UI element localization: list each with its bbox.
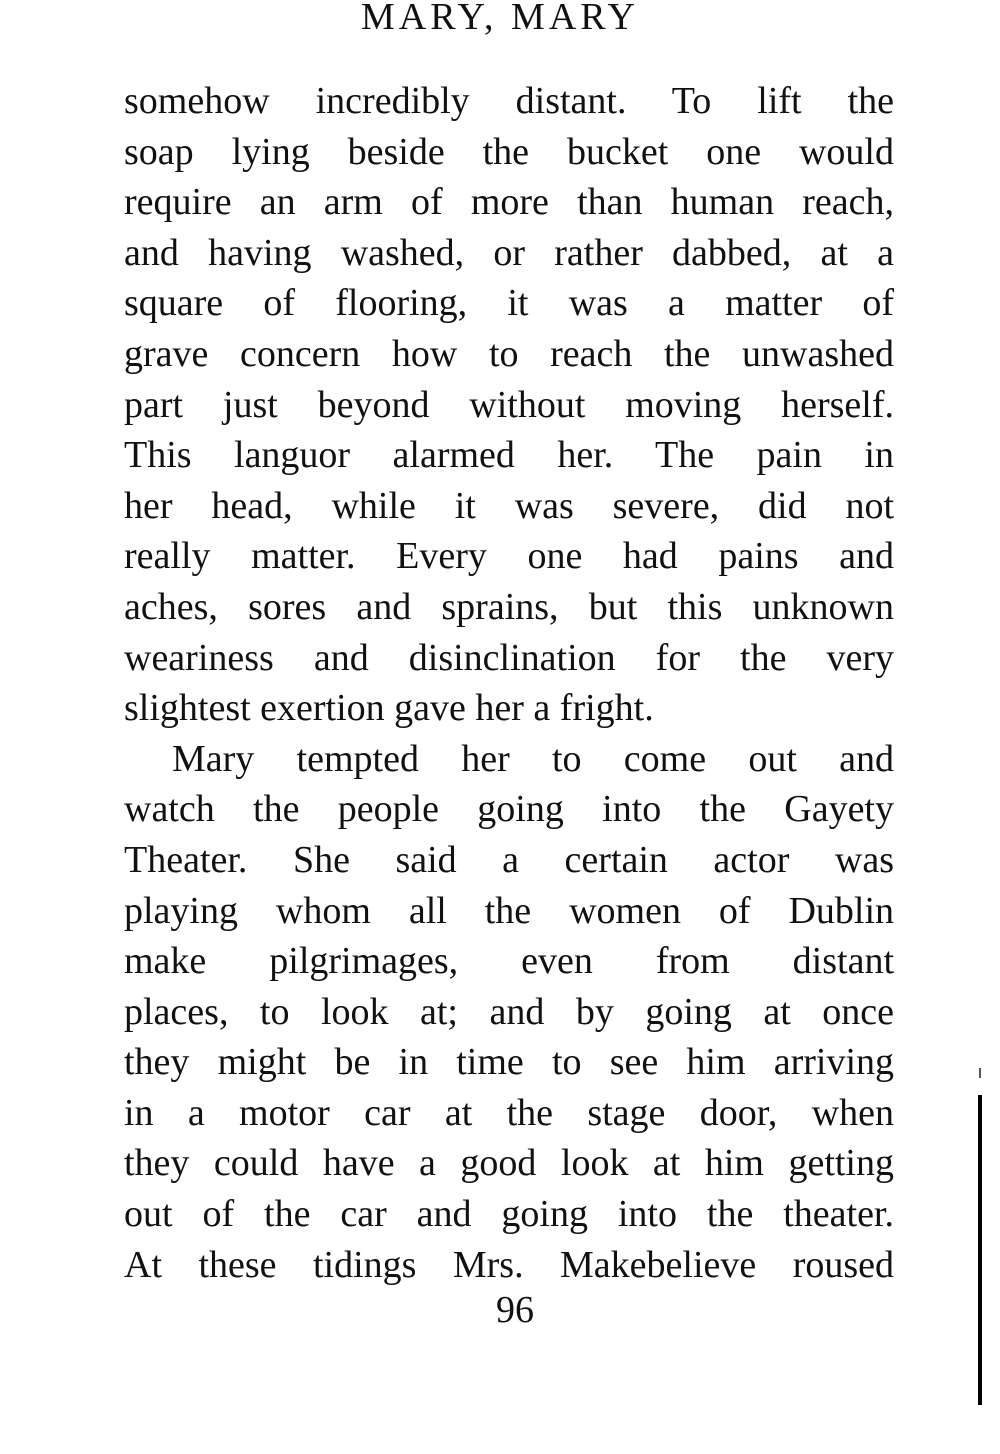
running-head: MARY, MARY	[361, 0, 639, 38]
text-line: playing whom all the women of Dublin	[124, 889, 894, 932]
text-line: watch the people going into the Gayety	[124, 788, 894, 831]
text-line: her head, while it was severe, did not	[124, 484, 894, 527]
text-line: make pilgrimages, even from distant	[124, 940, 894, 983]
text-line: require an arm of more than human reach,	[124, 181, 894, 224]
text-line: out of the car and going into the theater.	[124, 1193, 894, 1236]
text-line: really matter. Every one had pains and	[124, 535, 894, 578]
scan-artifact-rule	[978, 1095, 982, 1405]
text-line: they might be in time to see him arriving	[124, 1041, 894, 1084]
text-line: in a motor car at the stage door, when	[124, 1091, 894, 1134]
text-line: soap lying beside the bucket one would	[124, 130, 894, 173]
text-line-paragraph-start: Mary tempted her to come out and	[172, 737, 894, 780]
text-line: they could have a good look at him getting	[124, 1142, 894, 1185]
body-text	[124, 76, 894, 1290]
page-number: 96	[496, 1289, 534, 1331]
text-line: places, to look at; and by going at once	[124, 990, 894, 1033]
text-line-paragraph-end: slightest exertion gave her a fright.	[124, 687, 654, 730]
text-line: aches, sores and sprains, but this unknown	[124, 585, 894, 628]
text-line: This languor alarmed her. The pain in	[124, 434, 894, 477]
text-line: square of flooring, it was a matter of	[124, 282, 894, 325]
text-line: grave concern how to reach the unwashed	[124, 332, 894, 375]
text-line: part just beyond without moving herself.	[124, 383, 894, 426]
text-line: and having washed, or rather dabbed, at a	[124, 231, 894, 274]
text-line: Theater. She said a certain actor was	[124, 838, 894, 881]
scan-artifact-speck	[979, 1068, 981, 1078]
text-line: At these tidings Mrs. Makebelieve roused	[124, 1243, 894, 1286]
text-line: somehow incredibly distant. To lift the	[124, 80, 894, 122]
text-line: weariness and disinclination for the very	[124, 636, 894, 679]
